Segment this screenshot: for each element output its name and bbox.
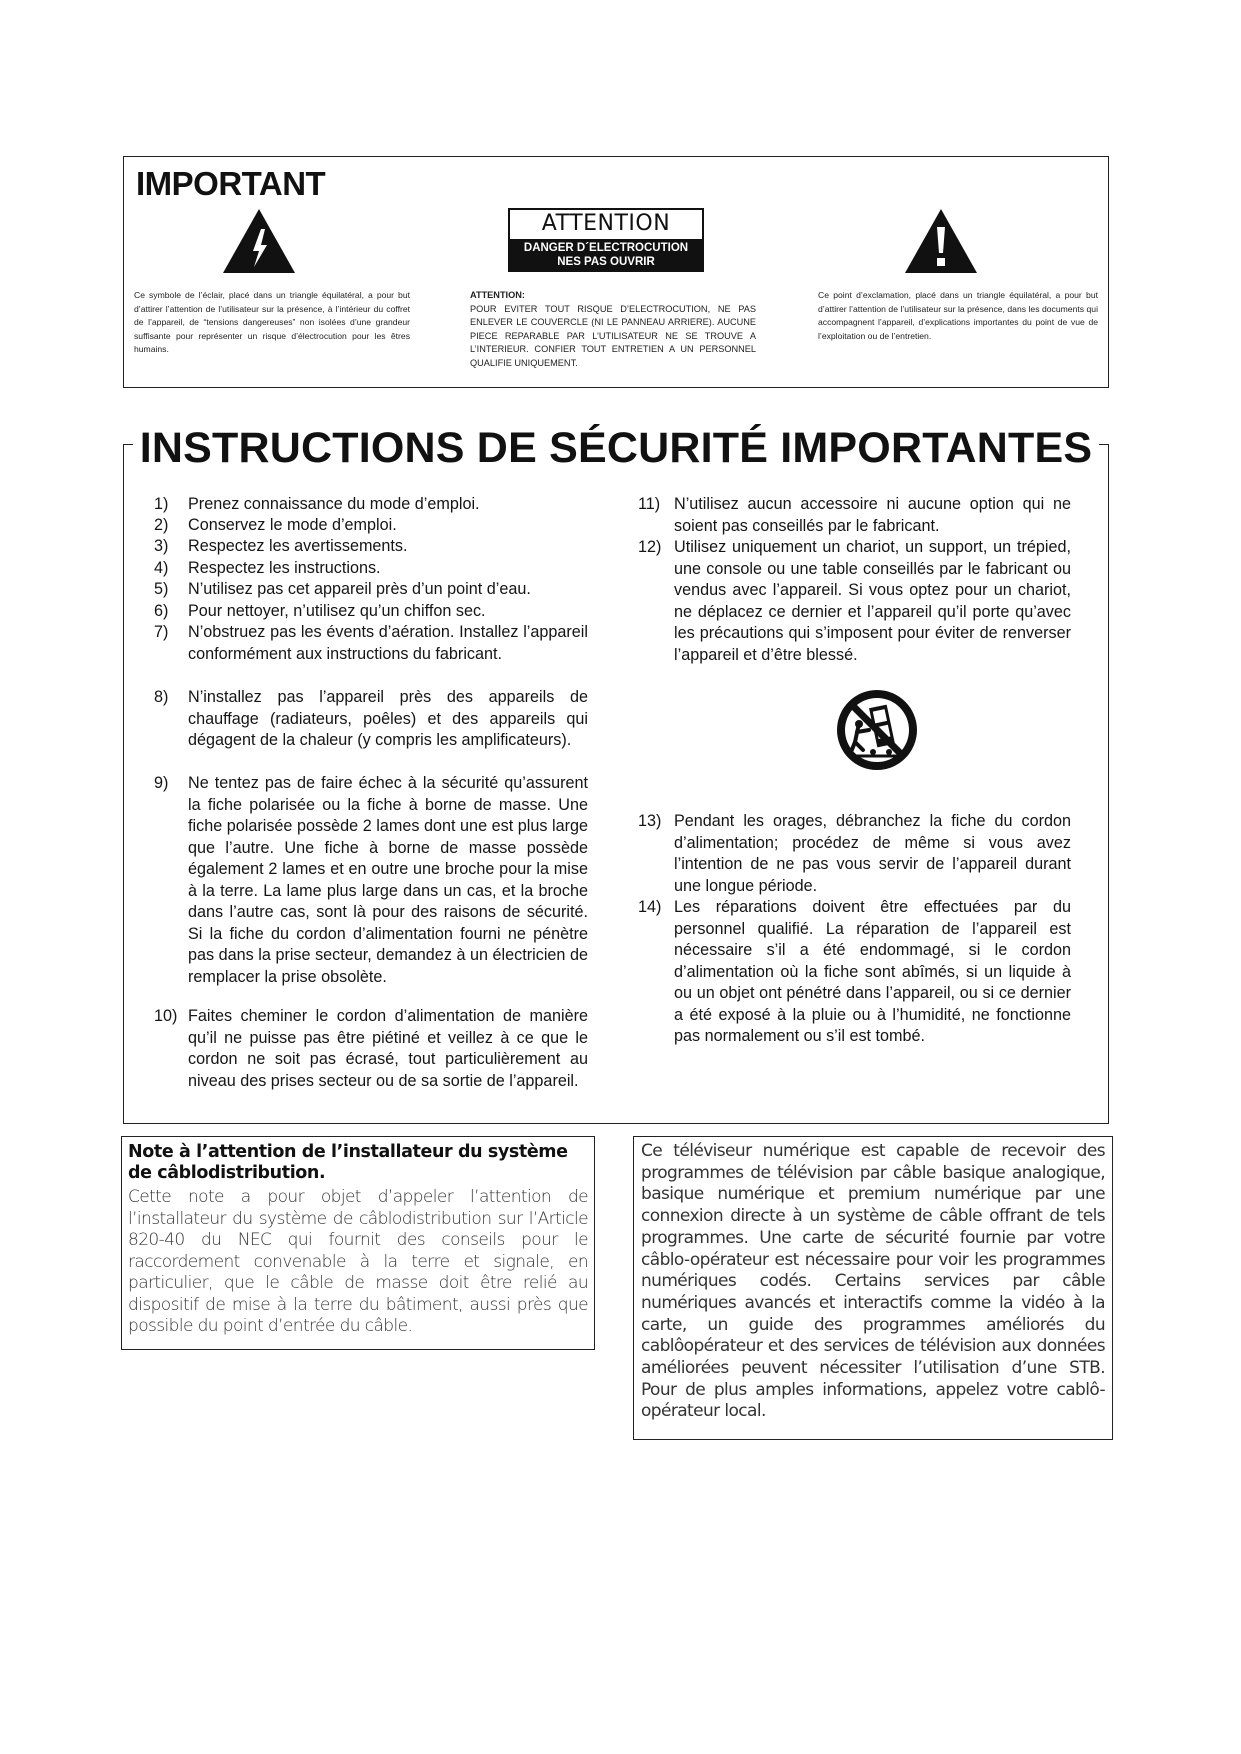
safety-instruction-number: 4) xyxy=(154,559,169,577)
safety-instruction-number: 12) xyxy=(638,538,662,556)
safety-instructions-title: INSTRUCTIONS DE SÉCURITÉ IMPORTANTES xyxy=(133,420,1099,476)
safety-instruction-number: 1) xyxy=(154,495,169,513)
cart-tip-over-warning-icon xyxy=(833,686,921,774)
attention-heading: ATTENTION: xyxy=(470,290,525,300)
safety-instruction-text: Prenez connaissance du mode d’emploi. xyxy=(188,495,480,513)
safety-instruction-text: Conservez le mode d’emploi. xyxy=(188,516,397,534)
safety-instruction-text: Respectez les avertissements. xyxy=(188,537,408,555)
safety-instruction-text: N’utilisez pas cet appareil près d’un point d’eau. xyxy=(188,580,531,598)
cable-installer-note-box xyxy=(121,1136,595,1350)
digital-cable-note-body: Ce téléviseur numérique est capable de recevoir des programmes de télévision par câble basique analogique, basique numérique et premium numérique par une connexion directe à un système de câble offrant de tels programmes. Une carte de sécurité fournie par votre câblo-opérateur est nécessaire pour voir les programmes numériques codés. Certains services par câble numériques avancés et interactifs comme la vidéo à la carte, un guide des programmes améliorés du cablôopérateur et des services de télévision aux données améliorées peuvent nécessiter l’utilisation d’une STB. Pour de plus amples informations, appelez votre cablô-opérateur local. xyxy=(641,1141,1105,1422)
safety-instruction-text: Les réparations doivent être effectuées par du personnel qualifié. La réparation de l’appareil est nécessaire s’il a été endommagé, si le cordon d’alimentation où la fiche sont abîmés, si un liquide à ou un objet ont pénétré dans l’appareil, ou si ce dernier a été exposé à la pluie ou à l’humidité, ne fonctionne pas normalement ou s’il est tombé. xyxy=(674,898,1071,1045)
safety-instruction-number: 10) xyxy=(154,1007,178,1025)
safety-instruction-text: Respectez les instructions. xyxy=(188,559,381,577)
safety-instruction-number: 5) xyxy=(154,580,169,598)
attention-center-text: POUR EVITER TOUT RISQUE D’ELECTROCUTION, NE PAS ENLEVER LE COUVERCLE (NI LE PANNEAU ARRIERE). AUCUNE PIECE REPARABLE PAR L’UTILISATEUR NE SE TROUVE A L’INTERIEUR. CONFIER TOUT ENTRETIEN A UN PERSONNEL QUALIFIE UNIQUEMENT. xyxy=(470,303,756,368)
safety-instruction-number: 14) xyxy=(638,898,662,916)
exclamation-symbol-explanation: Ce point d’exclamation, placé dans un triangle équilatéral, a pour but d’attirer l’attention de l’utilisateur sur la présence, dans les documents qui accompagnent l’appareil, d’explications importantes du point de vue de l’exploitation ou de l’entretien. xyxy=(818,290,1098,341)
important-title: IMPORTANT xyxy=(136,165,326,202)
exclamation-warning-icon xyxy=(903,207,979,275)
digital-cable-note-box xyxy=(633,1136,1113,1440)
safety-instruction-text: N’installez pas l’appareil près des appareils de chauffage (radiateurs, poêles) et des appareils qui dégagent de la chaleur (y compris les amplificateurs). xyxy=(188,688,588,749)
safety-instruction-number: 8) xyxy=(154,688,169,706)
electric-shock-warning-icon xyxy=(221,207,297,275)
safety-instruction-text: Utilisez uniquement un chariot, un support, un trépied, une console ou une table conseillés par le fabricant ou vendus avec l’appareil. Si vous optez pour un chariot, ne déplacez ce dernier et l’appareil qu’il porte qu’avec les précautions qui s’imposent pour éviter de renverser l’appareil et d’être blessé. xyxy=(674,538,1071,664)
safety-instruction-number: 13) xyxy=(638,812,662,830)
safety-instruction-number: 6) xyxy=(154,602,169,620)
attention-danger-band xyxy=(510,239,702,270)
electric-shock-symbol-explanation: Ce symbole de l’éclair, placé dans un triangle équilatéral, a pour but d’attirer l’attention de l’utilisateur sur la présence, à l’intérieur du coffret de l’appareil, de “tensions dangereuses” non isolées d’une grandeur suffisante pour représenter un risque d’électrocution pour les êtres humains. xyxy=(134,290,410,354)
safety-instruction-number: 3) xyxy=(154,537,169,555)
safety-instruction-text: Faites cheminer le cordon d’alimentation de manière qu’il ne puisse pas être piétiné et veillez à ce que le cordon ne soit pas écrasé, tout particulièrement au niveau des prises secteur ou de sa sortie de l’appareil. xyxy=(188,1007,588,1090)
attention-center-text-block xyxy=(470,289,756,370)
safety-instruction-text: Pendant les orages, débranchez la fiche du cordon d’alimentation; procédez de même si vous avez l’intention de ne pas vous servir de l’appareil durant une longue période. xyxy=(674,812,1071,895)
safety-instruction-number: 9) xyxy=(154,774,169,792)
attention-label xyxy=(508,208,704,272)
cable-installer-note-title: Note à l’attention de l’installateur du système de câblodistribution. xyxy=(128,1142,568,1183)
safety-instruction-number: 2) xyxy=(154,516,169,534)
safety-instruction-text: Ne tentez pas de faire échec à la sécurité qu’assurent la fiche polarisée ou la fiche à borne de masse. Une fiche polarisée possède 2 lames dont une est plus large que l’autre. Une fiche à borne de masse possède également 2 lames et en outre une broche pour la mise à la terre. La lame plus large dans un cas, et la broche dans l’autre cas, sont là pour des raisons de sécurité. Si la fiche du cordon d’alimentation fourni ne pénètre pas dans la prise secteur, demandez à un électricien de remplacer la prise obsolète. xyxy=(188,774,588,986)
attention-band-line1: DANGER D´ELECTROCUTION xyxy=(523,242,689,254)
important-warning-box xyxy=(123,156,1109,388)
cable-installer-note-body: Cette note a pour objet d’appeler l’attention de l’installateur du système de câblodistribution sur l’Article 820-40 du NEC qui fournit des conseils pour le raccordement convenable à la terre et signale, en particulier, que le câble de masse doit être relié au dispositif de mise à la terre du bâtiment, aussi près que possible du point d’entrée du câble. xyxy=(128,1187,588,1336)
attention-word: ATTENTION xyxy=(541,211,671,236)
safety-instruction-text: Pour nettoyer, n’utilisez qu’un chiffon sec. xyxy=(188,602,486,620)
attention-band-line2: NES PAS OUVRIR xyxy=(557,256,655,268)
safety-instruction-number: 7) xyxy=(154,623,169,641)
safety-instruction-text: N’obstruez pas les évents d’aération. Installez l’appareil conformément aux instructions du fabricant. xyxy=(188,623,588,663)
safety-instruction-text: N’utilisez aucun accessoire ni aucune option qui ne soient pas conseillés par le fabricant. xyxy=(674,495,1071,535)
safety-instruction-number: 11) xyxy=(638,495,661,513)
